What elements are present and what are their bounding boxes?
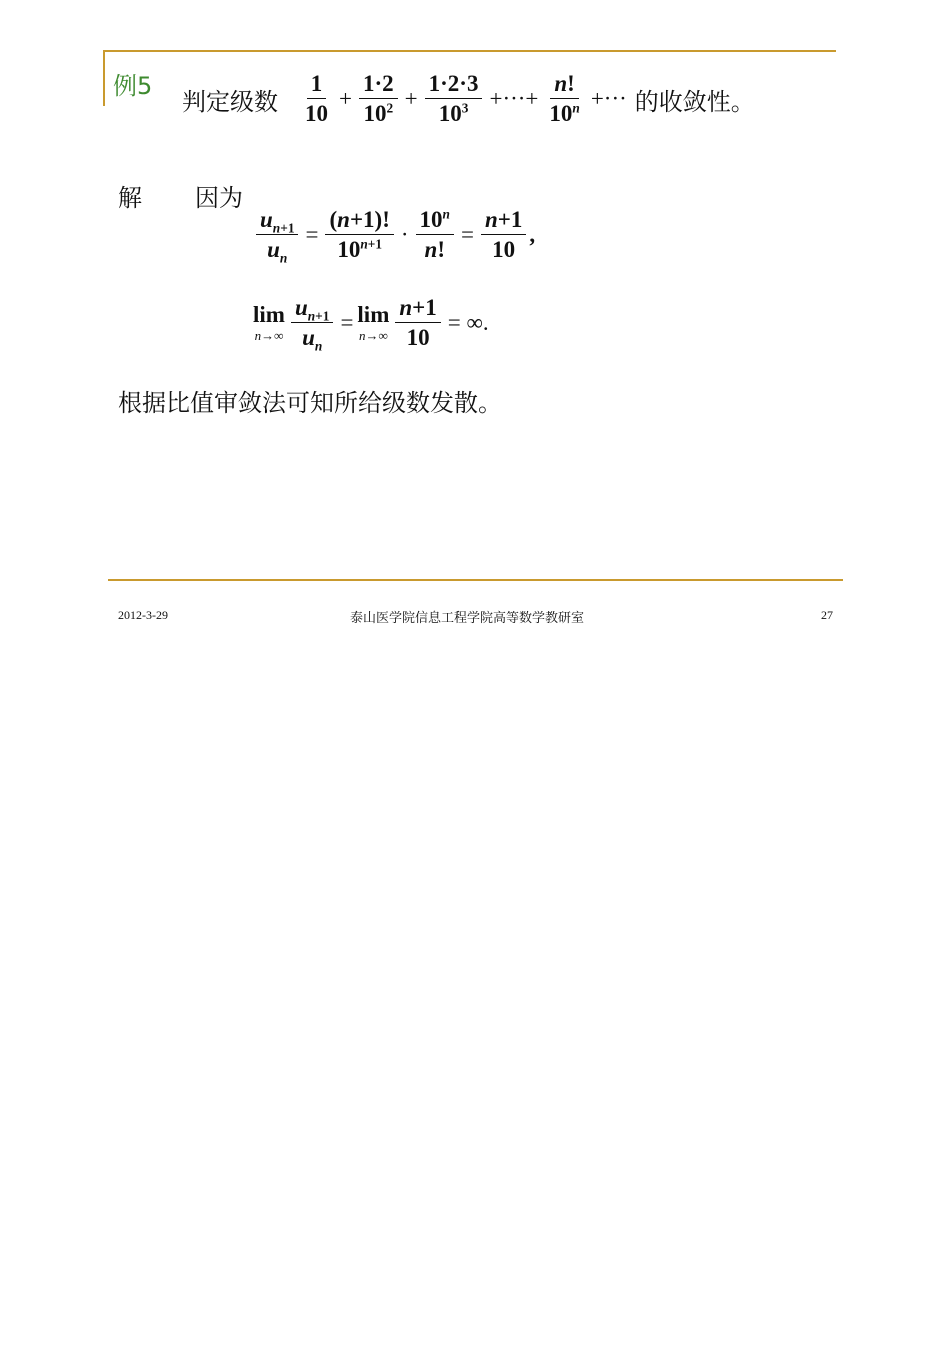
footer-page-number: 27 [821, 608, 833, 622]
because-text: 因为 [195, 184, 243, 212]
example-intro: 判定级数 [182, 87, 278, 116]
example-label: 例5 [113, 72, 153, 100]
ratio-equation: $\frac{u_{n+1}}{u_n}$ = $\frac{(n+1)!}{10^{n+1}}$ · $\frac{10^n}{n!}$ = $\frac{n+1}{10}$ , [253, 208, 535, 262]
example-tail: 的收敛性。 [634, 87, 755, 116]
example-statement [182, 72, 755, 126]
conclusion-text: 根据比值审敛法可知所给级数发散。 [118, 389, 502, 417]
series-formula: $\frac{1}{10}$ + $\frac{1\cdot 2}{10^2}$ + $\frac{1\cdot 2\cdot 3}{10^3}$ +···+ $\frac{n!}{10^n}$ +··· [305, 71, 627, 127]
footer-rule [108, 579, 843, 581]
footer-org: 泰山医学院信息工程学院高等数学教研室 [350, 611, 585, 626]
top-rule [103, 50, 836, 52]
left-rule [103, 50, 105, 106]
solution-label: 解 [118, 184, 142, 212]
limit-equation: lim n→∞ $\frac{u_{n+1}}{u_n}$ = lim n→∞ $\frac{n+1}{10}$ = ∞. [253, 295, 489, 354]
footer-date: 2012-3-29 [118, 608, 168, 622]
